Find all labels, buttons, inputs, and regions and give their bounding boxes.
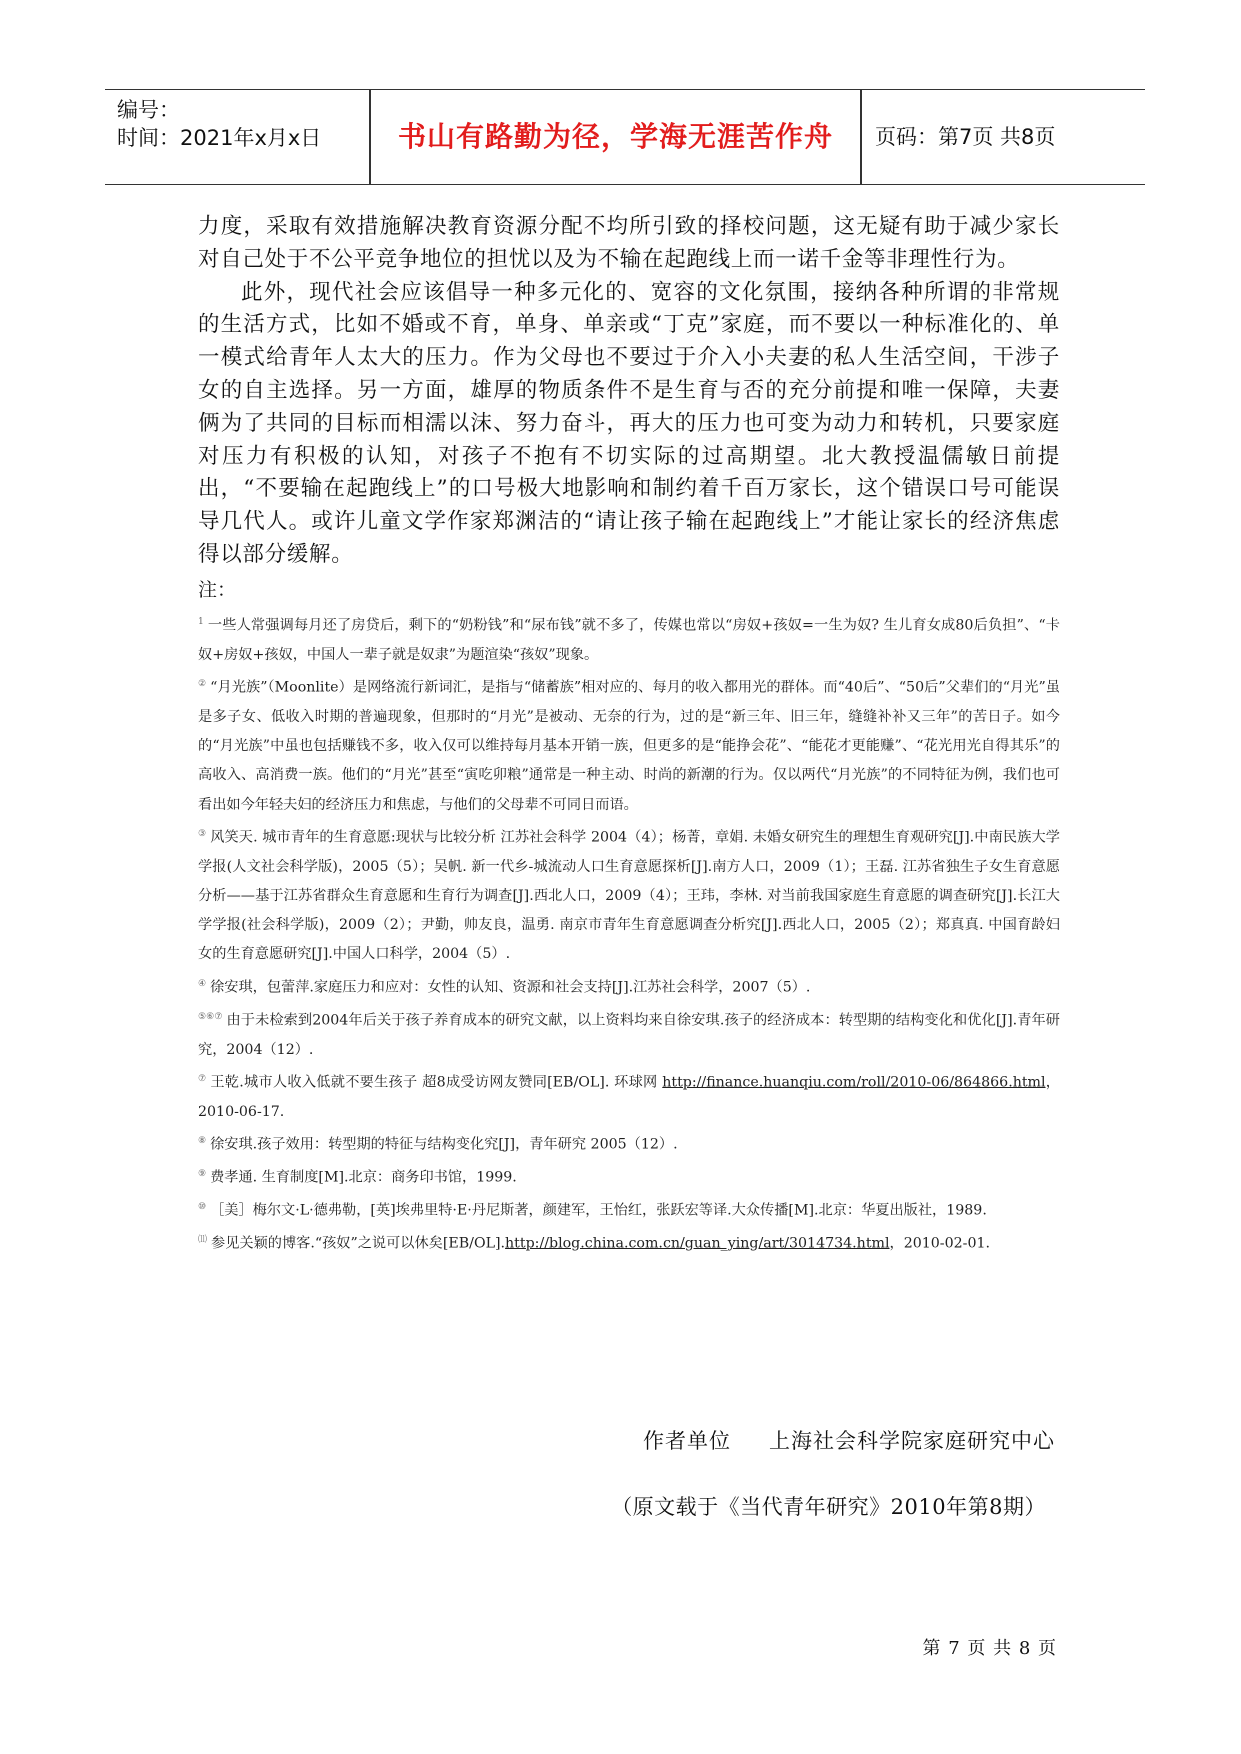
note-item: [198, 820, 1060, 970]
note-text: 徐安琪.孩子效用：转型期的特征与结构变化究[J]，青年研究 2005（12）.: [210, 1136, 678, 1153]
note-item: [198, 1065, 1060, 1127]
note-text: 徐安琪，包蕾萍.家庭压力和应对：女性的认知、资源和社会支持[J].江苏社会科学，2007（5）.: [210, 979, 811, 996]
note-item: [198, 1127, 1060, 1160]
page-footer: 第 7 页 共 8 页: [922, 1638, 1057, 1659]
note-item: [198, 1003, 1060, 1065]
article-body: [198, 211, 1060, 572]
header-motto: 书山有路勤为径，学海无涯苦作舟: [397, 120, 833, 153]
note-marker: ②: [198, 679, 207, 690]
header-page-label: 页码：第7页 共8页: [875, 125, 1056, 149]
body-paragraph: 力度，采取有效措施解决教育资源分配不均所引致的择校问题，这无疑有助于减少家长对自己处于不公平竞争地位的担忧以及为不输在起跑线上而一诺千金等非理性行为。: [198, 214, 1060, 272]
note-marker: ⑤⑥⑦: [198, 1011, 223, 1022]
note-text: 一些人常强调每月还了房贷后，剩下的“奶粉钱”和“尿布钱”就不多了，传媒也常以“房奴+孩奴=一生为奴? 生儿育女成80后负担”、“卡奴+房奴+孩奴，中国人一辈子就是奴隶”为题渲染“孩奴”现象。: [198, 617, 1060, 663]
note-item: [198, 1226, 1060, 1259]
doc-number-label: 编号：: [117, 98, 180, 122]
note-marker: ⑾: [198, 1234, 208, 1245]
note-link[interactable]: http://finance.huanqiu.com/roll/2010-06/864866.html: [662, 1074, 1046, 1091]
note-marker: ③: [198, 828, 207, 839]
article-source: （原文载于《当代青年研究》2010年第8期）: [611, 1495, 1046, 1519]
note-item: [198, 670, 1060, 820]
note-text: 风笑天. 城市青年的生育意愿:现状与比较分析 江苏社会科学 2004（4）；杨菁，章娟. 未婚女研究生的理想生育观研究[J].中南民族大学学报(人文社会科学版)，2005（5）；吴帆. 新一代乡-城流动人口生育意愿探析[J].南方人口，2009（1）；王磊. 江苏省独生子女生育意愿分析——基于江苏省群众生育意愿和生育行为调查[J].西北人口，2009（4）；王玮，李林. 对当前我国家庭生育意愿的调查研究[J].长江大学学报(社会科学版)，2009（2）；尹勤，帅友良，温勇. 南京市青年生育意愿调查分析究[J].西北人口，2005（2）；郑真真. 中国育龄妇女的生育意愿研究[J].中国人口科学，2004（5）.: [198, 829, 1060, 963]
note-text: ，2010-06-17.: [198, 1074, 1060, 1120]
note-text: ［美］梅尔文·L·德弗勒，[英]埃弗里特·E·丹尼斯著，颜建军，王怡红，张跃宏等译.大众传播[M].北京：华夏出版社，1989.: [210, 1202, 987, 1219]
author-affiliation: [643, 1425, 1055, 1455]
author-label: 作者单位: [643, 1429, 731, 1453]
note-link[interactable]: http://blog.china.com.cn/guan_ying/art/3014734.html: [505, 1235, 890, 1252]
note-marker: ⑩: [198, 1201, 207, 1212]
note-marker: ⑨: [198, 1168, 207, 1179]
note-marker: ⑦: [198, 1073, 207, 1084]
note-text: 王乾.城市人收入低就不要生孩子 超8成受访网友赞同[EB/OL]. 环球网: [210, 1074, 663, 1091]
note-marker: ④: [198, 978, 207, 989]
note-text: 参见关颖的博客.“孩奴”之说可以休矣[EB/OL].: [211, 1235, 506, 1252]
note-text: “月光族”（Moonlite）是网络流行新词汇，是指与“储蓄族”相对应的、每月的收入都用光的群体。而“40后”、“50后”父辈们的“月光”虽是多子女、低收入时期的普遍现象，但那时的“月光”是被动、无奈的行为，过的是“新三年、旧三年，缝缝补补又三年”的苦日子。如今的“月光族”中虽也包括赚钱不多，收入仅可以维持每月基本开销一族，但更多的是“能挣会花”、“能花才更能赚”、“花光用光自得其乐”的高收入、高消费一族。他们的“月光”甚至“寅吃卯粮”通常是一种主动、时尚的新潮的行为。仅以两代“月光族”的不同特征为例，我们也可看出如今年轻夫妇的经济压力和焦虑，与他们的父母辈不可同日而语。: [198, 679, 1060, 813]
notes-heading: 注：: [198, 579, 237, 601]
note-item: [198, 608, 1060, 670]
notes-list: [198, 608, 1060, 1259]
doc-time-label: 时间：2021年x月x日: [117, 126, 322, 150]
note-item: [198, 1160, 1060, 1193]
note-text: 由于未检索到2004年后关于孩子养育成本的研究文献，以上资料均来自徐安琪.孩子的经济成本：转型期的结构变化和优化[J].青年研究，2004（12）.: [198, 1012, 1060, 1058]
note-text: 费孝通. 生育制度[M].北京：商务印书馆，1999.: [210, 1169, 517, 1186]
note-marker: 1: [198, 617, 204, 627]
note-marker: ⑧: [198, 1135, 207, 1146]
note-text: ，2010-02-01.: [889, 1235, 991, 1252]
header-divider: [860, 90, 862, 184]
note-item: [198, 1193, 1060, 1226]
note-item: [198, 970, 1060, 1003]
body-paragraph: 此外，现代社会应该倡导一种多元化的、宽容的文化氛围，接纳各种所谓的非常规的生活方式，比如不婚或不育，单身、单亲或“丁克”家庭，而不要以一种标准化的、单一模式给青年人太大的压力。作为父母也不要过于介入小夫妻的私人生活空间，干涉子女的自主选择。另一方面，雄厚的物质条件不是生育与否的充分前提和唯一保障，夫妻俩为了共同的目标而相濡以沫、努力奋斗，再大的压力也可变为动力和转机，只要家庭对压力有积极的认知，对孩子不抱有不切实际的过高期望。北大教授温儒敏日前提出，“不要输在起跑线上”的口号极大地影响和制约着千百万家长，这个错误口号可能误导几代人。或许儿童文学作家郑渊洁的“请让孩子输在起跑线上”才能让家长的经济焦虑得以部分缓解。: [198, 279, 1060, 567]
author-value: 上海社会科学院家庭研究中心: [769, 1429, 1055, 1453]
page-header: [105, 89, 1145, 185]
